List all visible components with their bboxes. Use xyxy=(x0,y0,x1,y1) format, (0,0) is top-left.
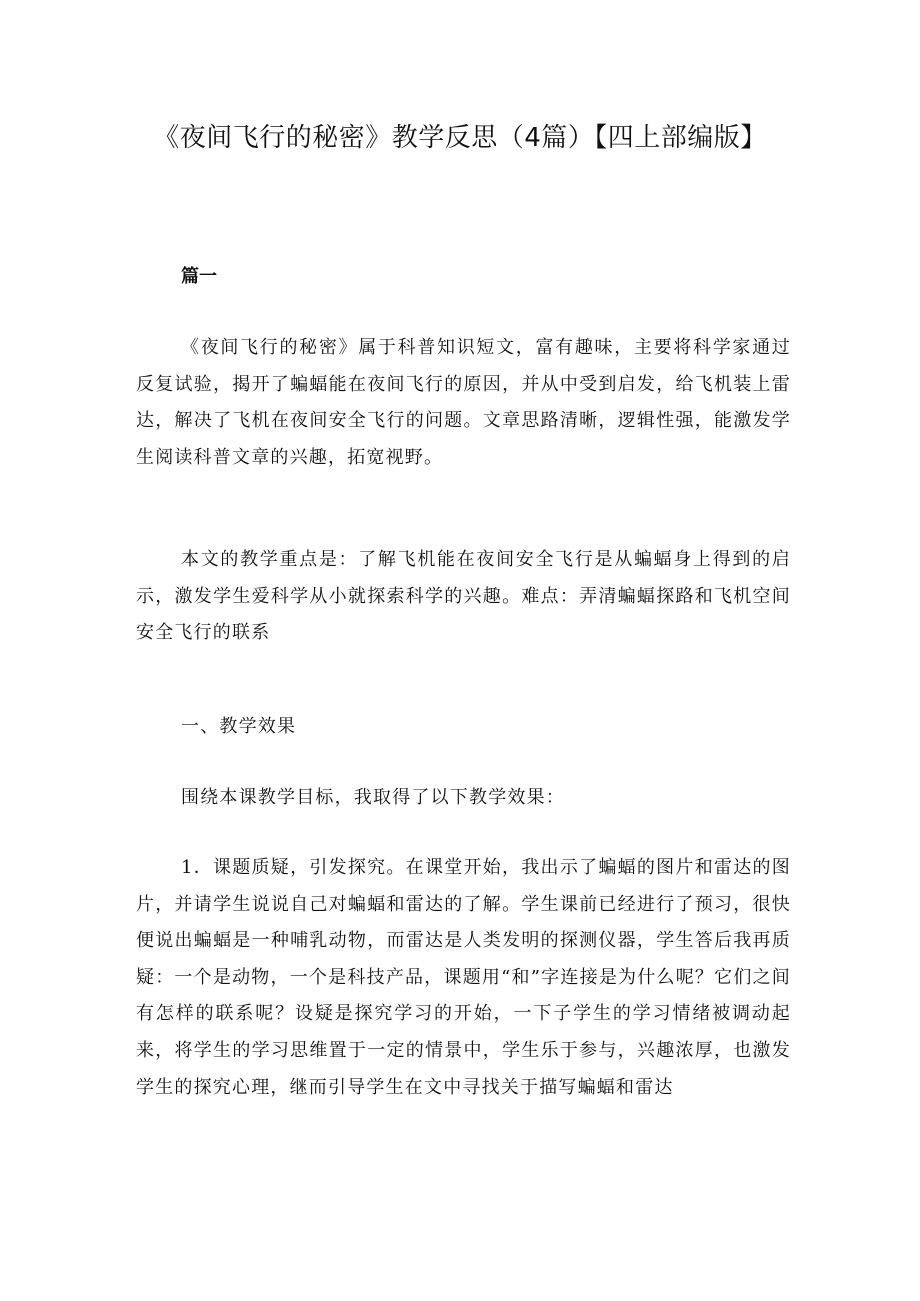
paragraph-teaching-focus: 本文的教学重点是：了解飞机能在夜间安全飞行是从蝙蝠身上得到的启示，激发学生爱科学从小就探索科学的兴趣。难点：弄清蝙蝠探路和飞机空间安全飞行的联系 xyxy=(136,549,791,644)
paragraph-subheading-teaching-effect: 一、教学效果 xyxy=(181,716,297,737)
paragraph-intro: 《夜间飞行的秘密》属于科普知识短文，富有趣味，主要将科学家通过反复试验，揭开了蝙蝠能在夜间飞行的原因，并从中受到启发，给飞机装上雷达，解决了飞机在夜间安全飞行的问题。文章思路清晰，逻辑性强，能激发学生阅读科普文章的兴趣，拓宽视野。 xyxy=(136,337,791,468)
document-title: 《夜间飞行的秘密》教学反思（4篇）【四上部编版】 xyxy=(153,123,767,153)
paragraph-effect-lead: 围绕本课教学目标，我取得了以下教学效果： xyxy=(181,787,565,808)
paragraph-item-1: 1．课题质疑，引发探究。在课堂开始，我出示了蝙蝠的图片和雷达的图片，并请学生说说自己对蝙蝠和雷达的了解。学生课前已经进行了预习，很快便说出蝙蝠是一种哺乳动物，而雷达是人类发明的探测仪器，学生答后我再质疑：一个是动物，一个是科技产品，课题用“和”字连接是为什么呢？它们之间有怎样的联系呢？设疑是探究学习的开始，一下子学生的学习情绪被调动起来，将学生的学习思维置于一定的情景中，学生乐于参与，兴趣浓厚，也激发学生的探究心理，继而引导学生在文中寻找关于描写蝙蝠和雷达 xyxy=(136,857,791,1098)
section-heading: 篇一 xyxy=(181,266,217,287)
